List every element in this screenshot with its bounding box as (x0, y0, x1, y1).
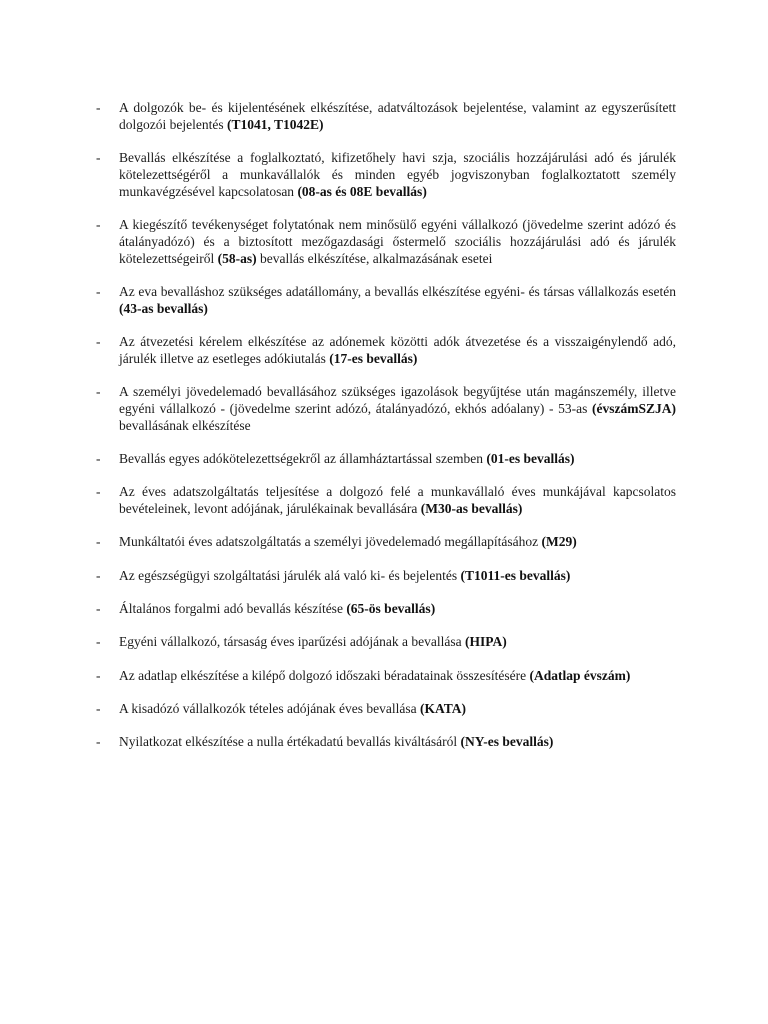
item-body (119, 568, 676, 585)
bullet-dash: - (96, 567, 101, 583)
bullet-dash: - (96, 100, 101, 115)
item-text: Munkáltatói éves adatszolgáltatás a személyi jövedelemadó megállapításához (119, 534, 539, 550)
bullet-dash: - (96, 283, 101, 299)
item-body (119, 601, 676, 618)
item-code: (08-as és 08E bevallás) (297, 183, 427, 199)
list-item (96, 701, 676, 718)
bullet-dash: - (96, 700, 101, 716)
item-text: Nyilatkozat elkészítése a nulla értékadatú bevallás kiváltásáról (119, 734, 458, 750)
bullet-dash: - (96, 333, 101, 349)
bullet-dash: - (96, 150, 101, 166)
list-item (96, 150, 676, 200)
item-code: (17-es bevallás) (329, 350, 418, 366)
item-text-tail: bevallásának elkészítése (119, 417, 251, 433)
item-body (119, 334, 676, 368)
item-text: Az egészségügyi szolgáltatási járulék alá való ki- és bejelentés (119, 567, 458, 583)
service-list (96, 100, 676, 767)
item-body (119, 734, 676, 751)
list-item (96, 334, 676, 368)
bullet-dash: - (96, 216, 101, 232)
item-body (119, 484, 676, 518)
item-code: (T1041, T1042E) (226, 116, 324, 132)
item-code: (65-ös bevallás) (346, 600, 436, 616)
list-item (96, 668, 676, 685)
item-text: Az éves adatszolgáltatás teljesítése a dolgozó felé a munkavállaló éves munkájával kapcsolatos bevételeinek, levont adójának, járulékainak bevallására (119, 484, 676, 517)
bullet-dash: - (96, 634, 101, 650)
list-item (96, 284, 676, 318)
item-code: (HIPA) (464, 634, 507, 650)
list-item (96, 451, 676, 468)
item-code: (M30-as bevallás) (420, 501, 523, 517)
item-body (119, 701, 676, 718)
item-text: Egyéni vállalkozó, társaság éves iparűzési adójának a bevallása (119, 634, 462, 650)
item-body (119, 100, 676, 134)
item-text: Bevallás elkészítése a foglalkoztató, kifizetőhely havi szja, szociális hozzájárulási adó és járulék kötelezettségéről a munkavállalók és minden egyéb jogviszonyban foglalkoztatott személy munkavégzésével kapcsolatosan (119, 150, 676, 199)
item-code: (évszámSZJA) (592, 400, 676, 416)
list-item (96, 634, 676, 651)
item-code: (T1011-es bevallás) (460, 567, 571, 583)
item-text: A személyi jövedelemadó bevallásához szükséges igazolások begyűjtése után magánszemély, illetve egyéni vállalkozó - (jövedelme szerint adózó, átalányadózó, ekhós adóalany) - 53-as (119, 384, 676, 416)
item-body (119, 634, 676, 651)
item-text: Az átvezetési kérelem elkészítése az adónemek közötti adók átvezetése és a visszaigénylendő adó, járulék illetve az esetleges adókiutalás (119, 333, 676, 366)
list-item (96, 384, 676, 434)
item-body (119, 284, 676, 318)
item-body (119, 384, 676, 434)
item-code: (58-as) (217, 250, 257, 266)
item-code: (KATA) (420, 700, 467, 716)
bullet-dash: - (96, 534, 101, 550)
bullet-dash: - (96, 484, 101, 500)
list-item (96, 601, 676, 618)
item-body (119, 217, 676, 267)
item-code: (Adatlap évszám) (529, 667, 631, 683)
bullet-dash: - (96, 667, 101, 683)
list-item (96, 484, 676, 518)
item-text: A dolgozók be- és kijelentésének elkészítése, adatváltozások bejelentése, valamint az egyszerűsített dolgozói bejelentés (119, 100, 676, 132)
item-code: (NY-es bevallás) (460, 734, 554, 750)
item-text: Bevallás egyes adókötelezettségekről az államháztartással szemben (119, 450, 483, 466)
item-text: Az adatlap elkészítése a kilépő dolgozó időszaki béradatainak összesítésére (119, 667, 527, 683)
item-text: A kiegészítő tevékenységet folytatónak nem minősülő egyéni vállalkozó (jövedelme szerint adózó és átalányadózó) és a biztosított mezőgazdasági őstermelő szociális hozzájárulási adó és járulék kötelezettségeiről (119, 216, 676, 266)
item-text: Az eva bevalláshoz szükséges adatállomány, a bevallás elkészítése egyéni- és társas vállalkozás esetén (119, 283, 676, 299)
bullet-dash: - (96, 450, 101, 466)
item-text: A kisadózó vállalkozók tételes adójának éves bevallása (119, 700, 417, 716)
item-body (119, 150, 676, 200)
item-code: (M29) (541, 534, 577, 550)
list-item (96, 534, 676, 551)
bullet-dash: - (96, 734, 101, 750)
list-item (96, 734, 676, 751)
bullet-dash: - (96, 600, 101, 616)
item-body (119, 451, 676, 468)
item-code: (43-as bevallás) (119, 300, 208, 316)
list-item (96, 100, 676, 134)
list-item (96, 217, 676, 267)
item-body (119, 534, 676, 551)
item-text: Általános forgalmi adó bevallás készítése (119, 600, 343, 616)
bullet-dash: - (96, 384, 101, 400)
list-item (96, 568, 676, 585)
item-body (119, 668, 676, 685)
item-code: (01-es bevallás) (486, 450, 575, 466)
item-text-tail: bevallás elkészítése, alkalmazásának esetei (259, 250, 493, 266)
